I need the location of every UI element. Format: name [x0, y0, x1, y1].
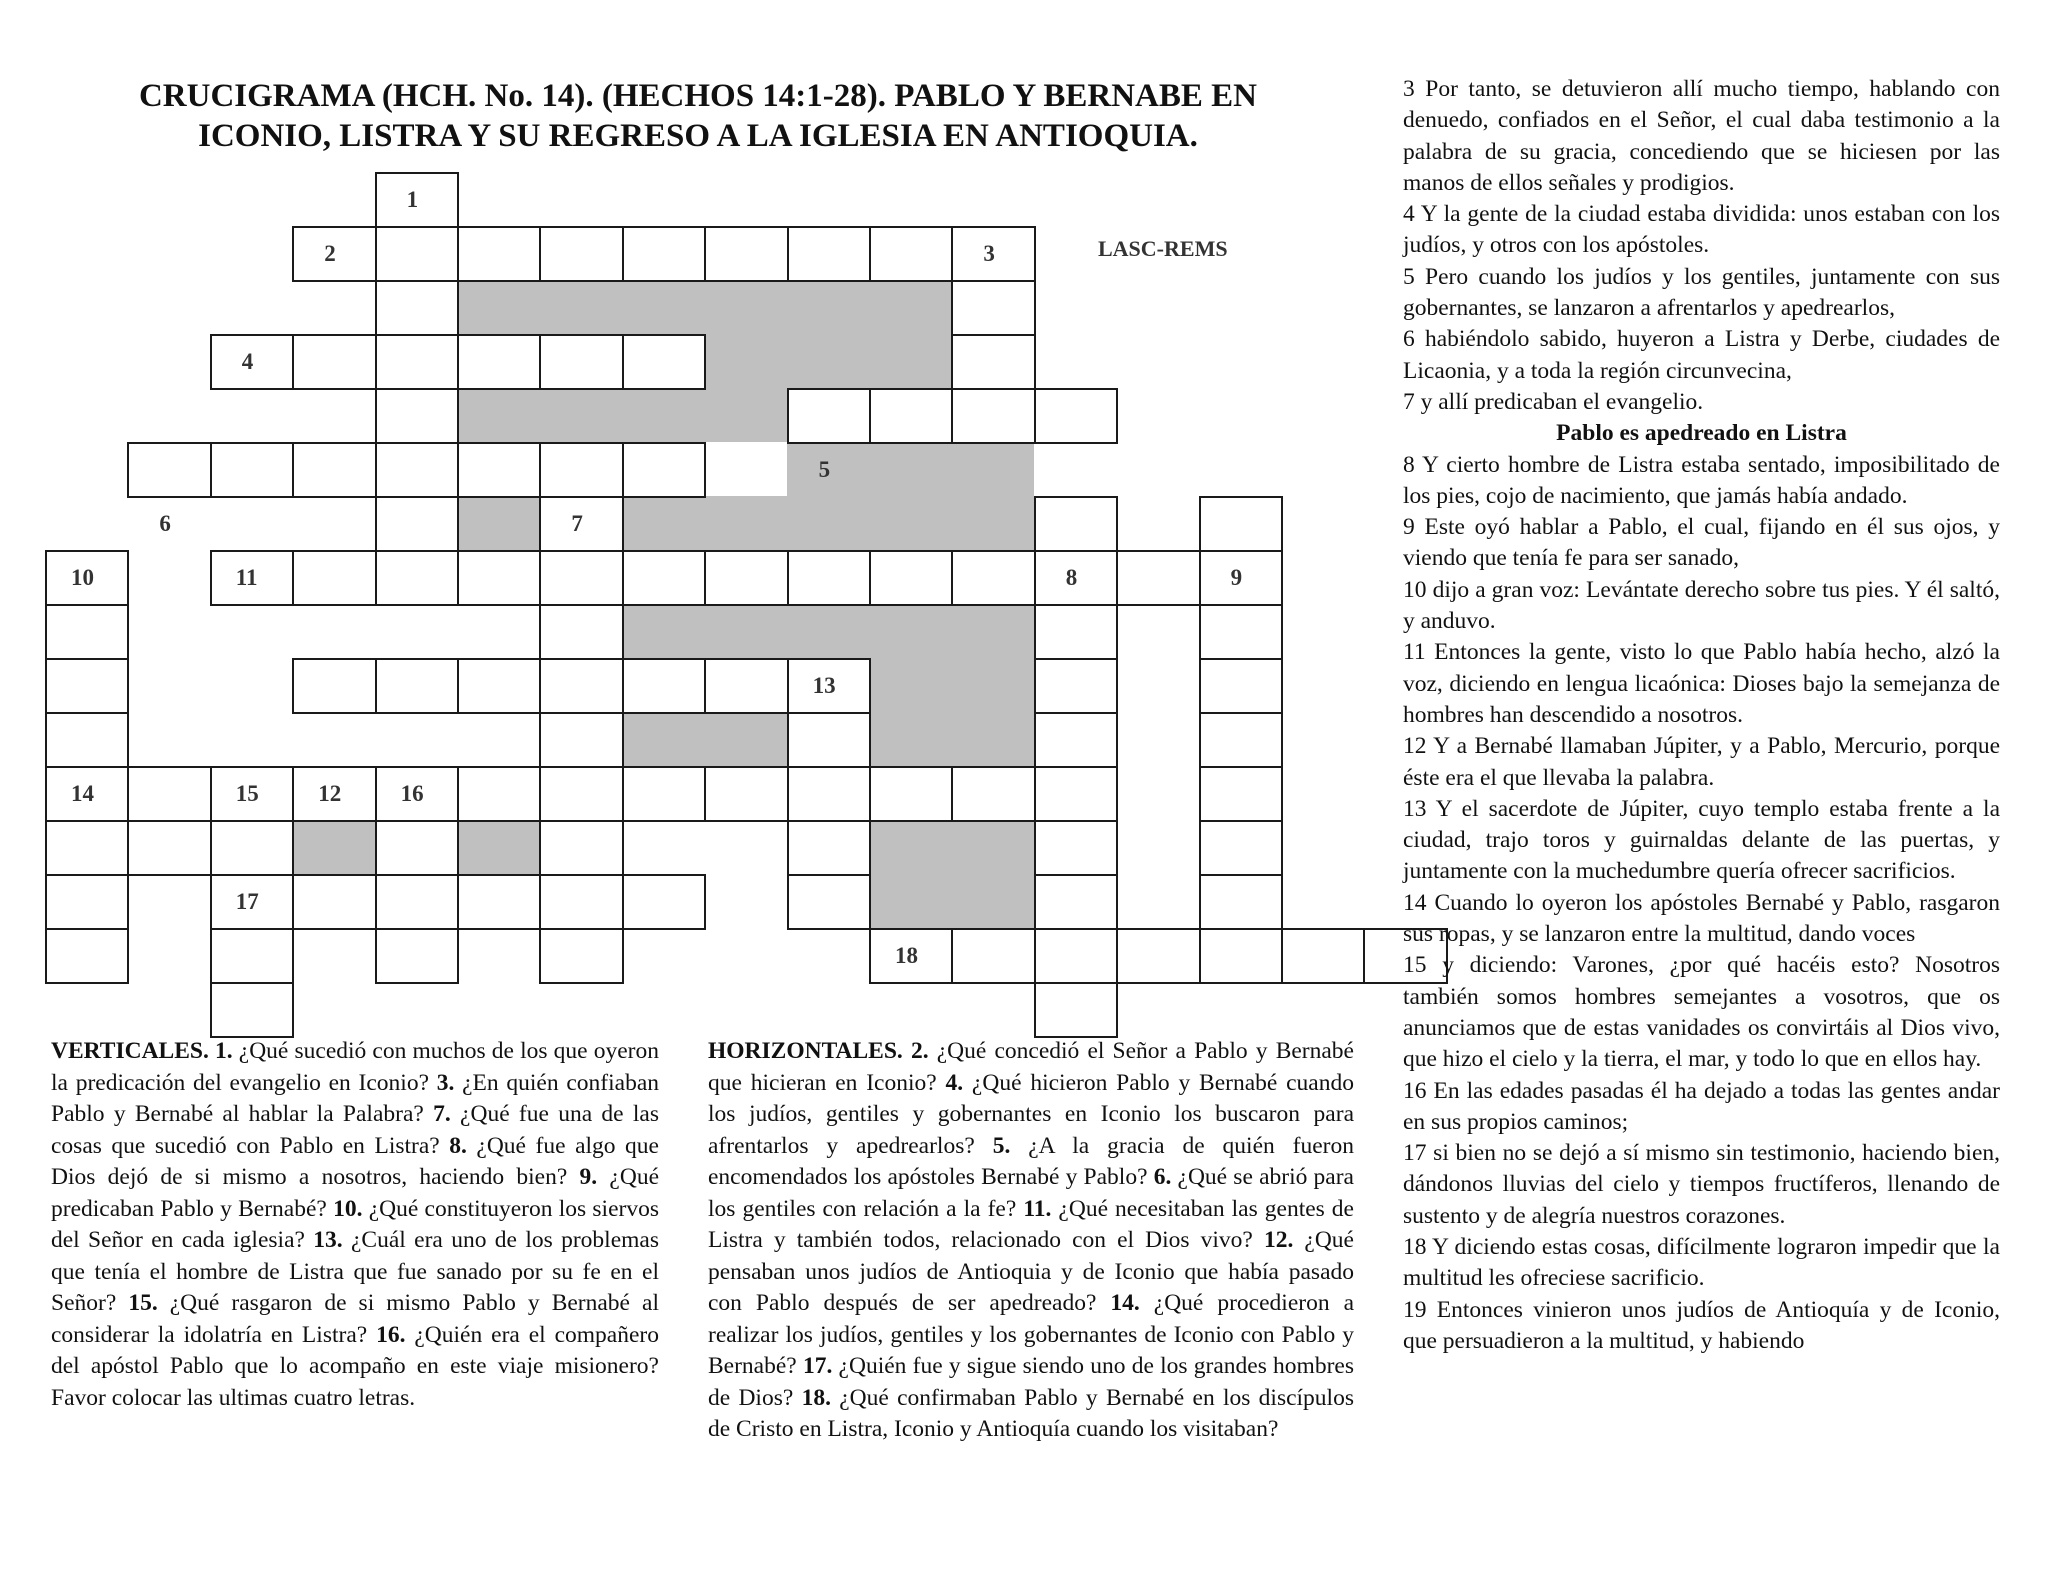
- clue-text: ¿Qué predicaban Pablo y Bernabé?: [51, 1164, 659, 1222]
- shaded-block: [869, 820, 1034, 874]
- grid-cell[interactable]: [787, 766, 871, 822]
- grid-cell[interactable]: [375, 874, 459, 930]
- grid-cell[interactable]: [457, 766, 541, 822]
- grid-cell[interactable]: [210, 820, 294, 876]
- clue-text: ¿Qué sucedió con muchos de los que oyeron la predicación del evangelio en Iconio?: [51, 1038, 659, 1096]
- grid-cell[interactable]: [539, 226, 623, 282]
- grid-cell[interactable]: [375, 442, 459, 498]
- grid-cell[interactable]: [787, 550, 871, 606]
- cell-number-11: 11: [235, 565, 258, 590]
- grid-cell[interactable]: [787, 712, 871, 768]
- cell-number-14: 14: [71, 781, 94, 806]
- verse: 4 Y la gente de la ciudad estaba dividida: unos estaban con los judíos, y otros con los apóstoles.: [1403, 201, 2000, 259]
- grid-cell[interactable]: [1034, 658, 1118, 714]
- shaded-block: [704, 334, 951, 388]
- verse: 8 Y cierto hombre de Listra estaba sentado, imposibilitado de los pies, cojo de nacimiento, que jamás había andado.: [1403, 451, 2000, 509]
- clue-number: HORIZONTALES. 2.: [708, 1038, 929, 1064]
- bible-passage: [1403, 74, 2000, 1357]
- cell-number-13: 13: [812, 673, 836, 698]
- shaded-block: [457, 280, 951, 334]
- cell-number-3: 3: [983, 241, 995, 266]
- grid-cell[interactable]: [1034, 388, 1118, 444]
- grid-cell[interactable]: [457, 334, 541, 390]
- clue-text: ¿Qué pensaban unos judíos de Antioquia y de Iconio que había pasado con Pablo después de ser apedreado?: [708, 1227, 1354, 1316]
- clue-text: ¿Qué constituyeron los siervos del Señor en cada iglesia?: [51, 1195, 659, 1253]
- grid-cell[interactable]: [45, 820, 129, 876]
- grid-cell[interactable]: [45, 658, 129, 714]
- grid-cell[interactable]: [622, 442, 706, 498]
- grid-cell[interactable]: [292, 874, 376, 930]
- clue-text: ¿Quién fue y sigue siendo uno de los grandes hombres de Dios?: [708, 1353, 1354, 1411]
- clue-number: 16.: [376, 1321, 406, 1348]
- cell-number-8: 8: [1065, 565, 1078, 590]
- grid-cell[interactable]: [457, 226, 541, 282]
- cell-number-1: 1: [406, 187, 419, 212]
- grid-cell[interactable]: [375, 496, 459, 552]
- grid-cell[interactable]: [787, 874, 871, 930]
- grid-cell[interactable]: [622, 874, 706, 930]
- cell-number-6: 6: [159, 511, 171, 536]
- grid-cell[interactable]: [951, 766, 1035, 822]
- grid-cell[interactable]: [951, 928, 1035, 984]
- grid-cell[interactable]: [45, 712, 129, 768]
- grid-cell[interactable]: [457, 442, 541, 498]
- shaded-block: [869, 874, 1034, 928]
- shaded-block: [622, 712, 787, 766]
- grid-cell[interactable]: [292, 550, 376, 606]
- clue-text: ¿Qué hicieron Pablo y Bernabé cuando los judíos, gentiles y gobernantes en Iconio los buscaron para afrentarlos y apedrearlos?: [708, 1069, 1354, 1159]
- grid-cell[interactable]: [375, 388, 459, 444]
- grid-cell[interactable]: [1199, 604, 1283, 660]
- grid-cell[interactable]: [1034, 820, 1118, 876]
- grid-cell[interactable]: [1034, 928, 1118, 984]
- grid-cell[interactable]: [787, 820, 871, 876]
- grid-cell[interactable]: [787, 226, 871, 282]
- grid-cell[interactable]: [539, 550, 623, 606]
- verse: 15 y diciendo: Varones, ¿por qué hacéis esto? Nosotros también somos hombres semejantes a vosotros, que os anunciamos que de estas vanidades os convirtáis al Dios vivo, que hizo el cielo y la tierra, el mar, y todo lo que en ellos hay.: [1403, 952, 2000, 1073]
- cell-number-18: 18: [895, 943, 918, 968]
- verse: 19 Entonces vinieron unos judíos de Antioquía y de Iconio, que persuadieron a la multitud, y habiendo: [1403, 1296, 2000, 1354]
- clue-text: ¿Qué necesitaban las gentes de Listra y también todos, relacionado con el Dios vivo?: [708, 1195, 1354, 1253]
- clue-text: ¿Qué se abrió para los gentiles con relación a la fe?: [708, 1164, 1354, 1222]
- grid-cell[interactable]: [539, 712, 623, 768]
- grid-cell[interactable]: [1199, 658, 1283, 714]
- verse: 18 Y diciendo estas cosas, difícilmente lograron impedir que la multitud les ofreciese sacrificio.: [1403, 1233, 2000, 1292]
- verse: 10 dijo a gran voz: Levántate derecho sobre tus pies. Y él saltó, y anduvo.: [1403, 576, 2000, 635]
- clue-number: 12.: [1263, 1227, 1294, 1253]
- verse: 6 habiéndolo sabido, huyeron a Listra y Derbe, ciudades de Licaonia, y a toda la región circunvecina,: [1403, 326, 2000, 384]
- clue-number: 4.: [945, 1069, 964, 1096]
- clue-text: ¿Qué confirmaban Pablo y Bernabé en los discípulos de Cristo en Listra, Iconio y Antioquía cuando los visitaban?: [708, 1384, 1354, 1442]
- clue-number: 9.: [579, 1164, 598, 1190]
- grid-cell[interactable]: [457, 874, 541, 930]
- grid-cell[interactable]: [1199, 928, 1283, 984]
- grid-cell[interactable]: [951, 388, 1035, 444]
- grid-cell[interactable]: [375, 820, 459, 876]
- clue-text: ¿En quién confiaban Pablo y Bernabé al hablar la Palabra?: [51, 1069, 660, 1127]
- cell-number-17: 17: [235, 889, 259, 914]
- grid-cell[interactable]: [539, 334, 623, 390]
- grid-cell[interactable]: [375, 928, 459, 984]
- grid-cell[interactable]: [951, 280, 1035, 336]
- clue-number: 18.: [801, 1384, 831, 1411]
- cell-number-4: 4: [241, 349, 254, 374]
- cell-number-2: 2: [324, 241, 336, 266]
- shaded-block: [457, 496, 539, 550]
- grid-cell[interactable]: [622, 550, 706, 606]
- grid-cell[interactable]: [375, 658, 459, 714]
- grid-cell[interactable]: [127, 766, 211, 822]
- verse: 11 Entonces la gente, visto lo que Pablo había hecho, alzó la voz, diciendo en lengua licaónica: Dioses bajo la semejanza de hombres han descendido a nosotros.: [1403, 639, 2000, 728]
- clue-text: ¿Qué fue una de las cosas que sucedió con Pablo en Listra?: [51, 1101, 659, 1159]
- cell-number-15: 15: [235, 781, 259, 806]
- verticales-clues: [51, 1036, 659, 1414]
- grid-cell[interactable]: [1034, 874, 1118, 930]
- grid-cell[interactable]: [45, 604, 129, 660]
- grid-cell[interactable]: [1034, 712, 1118, 768]
- grid-cell[interactable]: [210, 928, 294, 984]
- cell-number-5: 5: [818, 457, 831, 482]
- clue-number: 10.: [333, 1195, 363, 1222]
- grid-cell[interactable]: [1034, 982, 1118, 1038]
- grid-cell[interactable]: [539, 604, 623, 660]
- verse: 14 Cuando lo oyeron los apóstoles Bernabé y Pablo, rasgaron sus ropas, y se lanzaron entre la multitud, dando voces: [1403, 889, 2000, 948]
- grid-cell[interactable]: [45, 928, 129, 984]
- clue-text: ¿Qué procedieron a realizar los judíos, gentiles y los gobernantes de Iconio con Pablo y Bernabé?: [708, 1290, 1355, 1379]
- clue-text: ¿A la gracia de quién fueron encomendados los apóstoles Bernabé y Pablo?: [708, 1132, 1354, 1190]
- grid-cell[interactable]: [127, 442, 211, 498]
- grid-cell[interactable]: [951, 550, 1035, 606]
- clue-number: 7.: [433, 1101, 451, 1127]
- grid-cell[interactable]: [1034, 496, 1118, 552]
- verse: 9 Este oyó hablar a Pablo, el cual, fijando en él sus ojos, y viendo que tenía fe para ser sanado,: [1403, 514, 2000, 572]
- grid-cell[interactable]: [375, 226, 459, 282]
- verse: 12 Y a Bernabé llamaban Júpiter, y a Pablo, Mercurio, porque éste era el que llevaba la palabra.: [1403, 733, 2000, 791]
- grid-cell[interactable]: [704, 226, 788, 282]
- clue-number: 13.: [313, 1227, 343, 1253]
- clue-text: ¿Qué fue algo que Dios dejó de si mismo a nosotros, haciendo bien?: [51, 1132, 659, 1190]
- shaded-block: [869, 658, 1034, 712]
- clue-text: ¿Cuál era uno de los problemas que tenía el hombre de Listra que fue sanado por su fe en el Señor?: [51, 1227, 659, 1316]
- verse: 17 si bien no se dejó a sí mismo sin testimonio, haciendo bien, dándonos lluvias del cielo y tiempos fructíferos, llenando de sustento y de alegría nuestros corazones.: [1403, 1140, 2000, 1229]
- shaded-block: [869, 712, 1034, 766]
- cell-number-7: 7: [571, 511, 583, 536]
- grid-cell[interactable]: [1199, 496, 1283, 552]
- grid-cell[interactable]: [210, 982, 294, 1038]
- shaded-block: [457, 388, 787, 442]
- grid-cell[interactable]: [1116, 550, 1200, 606]
- grid-cell[interactable]: [375, 334, 459, 390]
- grid-cell[interactable]: [1199, 766, 1283, 822]
- crossword-grid: [0, 0, 1400, 1050]
- grid-cell[interactable]: [1116, 928, 1200, 984]
- shaded-block: [622, 496, 1034, 550]
- page-title-line-2: ICONIO, LISTRA Y SU REGRESO A LA IGLESIA EN ANTIOQUIA.: [198, 118, 1198, 154]
- clue-number: 17.: [802, 1353, 833, 1379]
- grid-cell[interactable]: [1034, 766, 1118, 822]
- verse: 3 Por tanto, se detuvieron allí mucho tiempo, hablando con denuedo, confiados en el Señor, el cual daba testimonio a la palabra de su gracia, concediendo que se hiciesen por las manos de ellos señales y prodigios.: [1403, 76, 2000, 196]
- grid-cell[interactable]: [457, 550, 541, 606]
- clue-number: 5.: [992, 1132, 1011, 1159]
- grid-cell[interactable]: [1199, 712, 1283, 768]
- grid-cell[interactable]: [210, 442, 294, 498]
- clue-number: 3.: [436, 1069, 455, 1096]
- grid-cell[interactable]: [951, 334, 1035, 390]
- grid-cell[interactable]: [869, 550, 953, 606]
- grid-cell[interactable]: [539, 874, 623, 930]
- shaded-block: [457, 820, 539, 874]
- grid-cell[interactable]: [1199, 820, 1283, 876]
- author-label: LASC-REMS: [1098, 236, 1228, 261]
- shaded-block: [292, 820, 374, 874]
- verse: 5 Pero cuando los judíos y los gentiles, juntamente con sus gobernantes, se lanzaron a afrentarlos y apedrearlos,: [1403, 263, 2000, 322]
- grid-cell[interactable]: [869, 388, 953, 444]
- section-heading: Pablo es apedreado en Listra: [1556, 420, 1847, 447]
- grid-cell[interactable]: [1034, 604, 1118, 660]
- grid-cell[interactable]: [622, 766, 706, 822]
- grid-cell[interactable]: [539, 820, 623, 876]
- grid-cell[interactable]: [539, 658, 623, 714]
- verse: 13 Y el sacerdote de Júpiter, cuyo templo estaba frente a la ciudad, trajo toros y guirnaldas delante de las puertas, y juntamente con la muchedumbre quería ofrecer sacrificios.: [1403, 795, 2000, 885]
- grid-cell[interactable]: [869, 766, 953, 822]
- clue-text: ¿Qué rasgaron de si mismo Pablo y Bernabé al considerar la idolatría en Listra?: [51, 1290, 659, 1348]
- grid-cell[interactable]: [622, 658, 706, 714]
- grid-cell[interactable]: [787, 388, 871, 444]
- clue-number: 6.: [1153, 1164, 1172, 1190]
- grid-cell[interactable]: [622, 226, 706, 282]
- grid-cell[interactable]: [704, 658, 788, 714]
- grid-cell[interactable]: [704, 550, 788, 606]
- shaded-block: [622, 604, 1034, 658]
- grid-cell[interactable]: [622, 334, 706, 390]
- clue-number: 11.: [1023, 1195, 1052, 1222]
- clue-number: 15.: [128, 1290, 158, 1316]
- page-title-line-1: CRUCIGRAMA (HCH. No. 14). (HECHOS 14:1-28). PABLO Y BERNABE EN: [138, 78, 1258, 114]
- cell-number-10: 10: [71, 565, 94, 590]
- grid-cell[interactable]: [292, 442, 376, 498]
- grid-cell[interactable]: [869, 226, 953, 282]
- grid-cell[interactable]: [1281, 928, 1365, 984]
- grid-cell[interactable]: [539, 928, 623, 984]
- cell-number-12: 12: [318, 781, 342, 806]
- grid-cell[interactable]: [539, 442, 623, 498]
- clue-number: 14.: [1110, 1290, 1140, 1316]
- grid-cell[interactable]: [375, 550, 459, 606]
- grid-cell[interactable]: [704, 766, 788, 822]
- clue-text: ¿Quién era el compañero del apóstol Pablo que lo acompaño en este viaje misionero? Favor colocar las ultimas cuatro letras.: [51, 1321, 659, 1411]
- clue-number: 8.: [449, 1132, 467, 1159]
- cell-number-9: 9: [1230, 565, 1243, 590]
- horizontales-clues: [708, 1036, 1354, 1446]
- grid-cell[interactable]: [375, 280, 459, 336]
- grid-cell[interactable]: [292, 334, 376, 390]
- verse: 16 En las edades pasadas él ha dejado a todas las gentes andar en sus propios caminos;: [1403, 1077, 2000, 1135]
- grid-cell[interactable]: [457, 658, 541, 714]
- grid-cell[interactable]: [45, 874, 129, 930]
- grid-cell[interactable]: [539, 766, 623, 822]
- grid-cell[interactable]: [1199, 874, 1283, 930]
- cell-number-16: 16: [400, 781, 424, 806]
- grid-cell[interactable]: [292, 658, 376, 714]
- clue-text: ¿Qué concedió el Señor a Pablo y Bernabé que hicieran en Iconio?: [708, 1038, 1354, 1096]
- verse: 7 y allí predicaban el evangelio.: [1403, 388, 1704, 415]
- clue-number: VERTICALES. 1.: [51, 1038, 233, 1064]
- grid-cell[interactable]: [127, 820, 211, 876]
